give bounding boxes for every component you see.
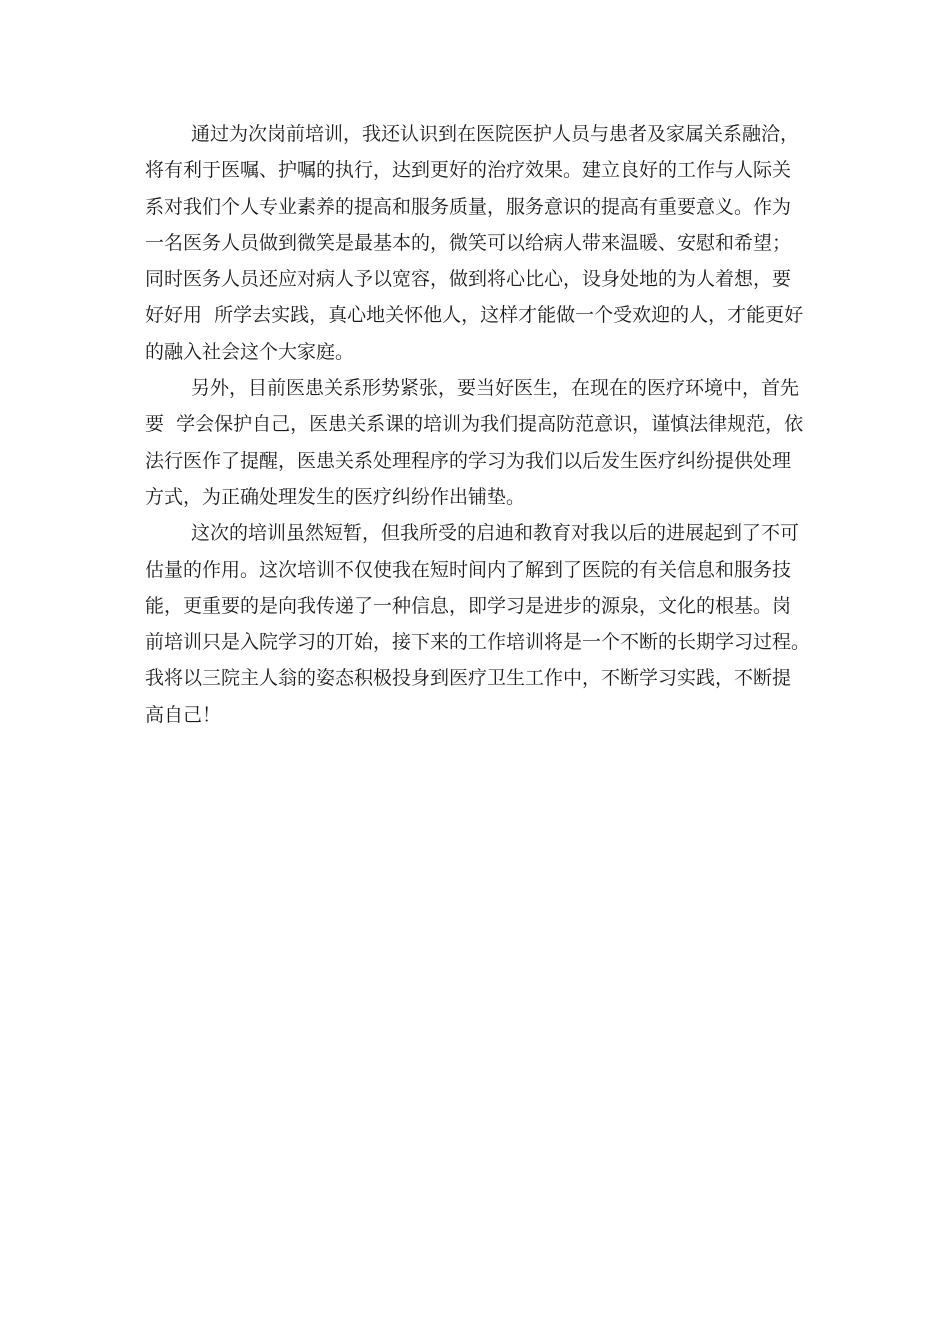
paragraph-line: 要 学会保护自己，医患关系课的培训为我们提高防范意识，谨慎法律规范，依 [145, 413, 804, 436]
paragraph-line: 的融入社会这个大家庭。 [145, 340, 355, 363]
paragraph-line: 能，更重要的是向我传递了一种信息，即学习是进步的源泉，文化的根基。岗 [145, 594, 792, 617]
paragraph-line: 法行医作了提醒，医患关系处理程序的学习为我们以后发生医疗纠纷提供处理 [145, 449, 792, 472]
paragraph-line: 高自己！ [145, 703, 222, 726]
paragraph-2 [145, 370, 810, 515]
paragraph-line: 前培训只是入院学习的丌始，接下来的工作培训将是一个不断的长期学习过程。 [145, 631, 811, 654]
paragraph-line: 将有利于医嘱、护嘱的执行，达到更好的治疗效果。建立良好的工作与人际关 [145, 159, 792, 182]
paragraph-line: 一名医务人员做到微笑是最基本的，微笑可以给病人带来温暖、安慰和希望； [145, 231, 792, 254]
paragraph-line: 这次的培训虽然短暂，但我所受的启迪和教育对我以后的进展起到了不可 [191, 522, 800, 545]
paragraph-line: 系对我们个人专业素养的提高和服务质量，服务意识的提高有重要意义。作为 [145, 195, 792, 218]
paragraph-line: 另外，目前医患关系形势紧张，要当好医生，在现在的医疗环境中，首先 [191, 377, 800, 400]
paragraph-line: 估量的作用。这次培训不仅使我在短时间内了解到了医院的有关信息和服务技 [145, 558, 792, 581]
paragraph-1 [145, 116, 810, 370]
paragraph-line: 我将以三院主人翁的姿态积极投身到医疗卫生工作中，不断学习实践，不断提 [145, 667, 792, 690]
paragraph-3 [145, 515, 810, 733]
paragraph-line: 通过为次岗前培训，我还认识到在医院医护人员与患者及家属关系融洽， [191, 123, 800, 145]
paragraph-line: 方式，为正确处理发生的医疗纠纷作出铺垫。 [145, 485, 526, 508]
paragraph-line: 同时医务人员还应对病人予以宽容，做到将心比心，设身处地的为人着想，要 [145, 268, 792, 291]
document-body [145, 116, 810, 733]
paragraph-line: 好好用 所学去实践，真心地关怀他人，这样才能做一个受欢迎的人，才能更好 [145, 304, 804, 327]
